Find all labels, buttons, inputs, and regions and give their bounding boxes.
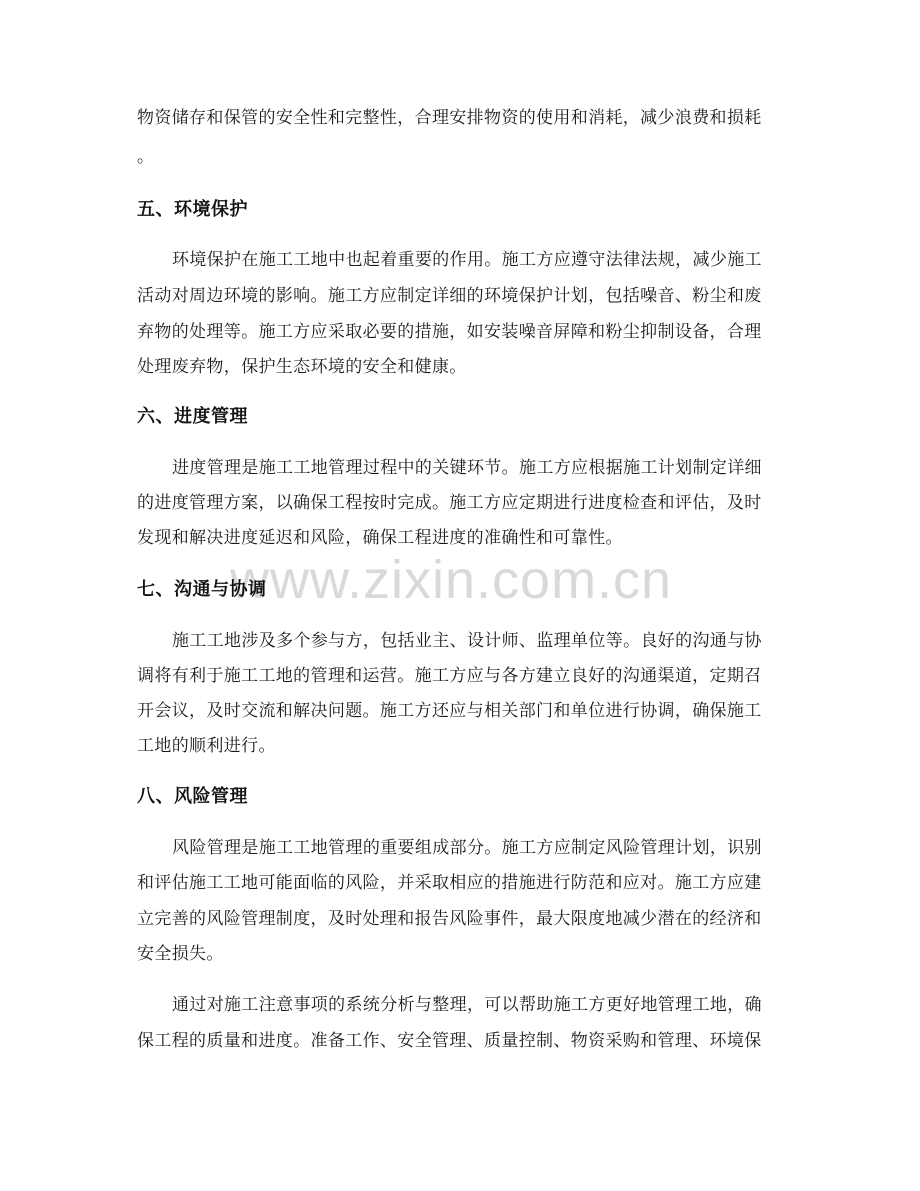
paragraph-line: 处理废弃物，保护生态环境的安全和健康。	[137, 357, 467, 377]
paragraph-line: 安全损失。	[137, 944, 224, 964]
paragraph-line: 活动对周边环境的影响。施工方应制定详细的环境保护计划，包括噪音、粉尘和废	[137, 286, 762, 306]
paragraph-line: 工地的顺利进行。	[137, 736, 276, 756]
intro-line-1: 物资储存和保管的安全性和完整性，合理安排物资的使用和消耗，减少浪费和损耗	[137, 108, 762, 128]
paragraph-line: 弃物的处理等。施工方应采取必要的措施，如安装噪音屏障和粉尘抑制设备，合理	[137, 322, 762, 342]
paragraph-line: 施工工地涉及多个参与方，包括业主、设计师、监理单位等。良好的沟通与协	[172, 631, 762, 651]
paragraph-line: 和评估施工工地可能面临的风险，并采取相应的措施进行防范和应对。施工方应建	[137, 873, 762, 893]
paragraph-line: 发现和解决进度延迟和风险，确保工程进度的准确性和可靠性。	[137, 528, 623, 548]
paragraph-line: 风险管理是施工工地管理的重要组成部分。施工方应制定风险管理计划，识别	[172, 838, 762, 858]
paragraph-line: 环境保护在施工工地中也起着重要的作用。施工方应遵守法律法规，减少施工	[172, 250, 762, 270]
paragraph-line: 保工程的质量和进度。准备工作、安全管理、质量控制、物资采购和管理、环境保	[137, 1031, 762, 1051]
paragraph-line: 进度管理是施工工地管理过程中的关键环节。施工方应根据施工计划制定详细	[172, 458, 762, 478]
section-heading-schedule: 六、进度管理	[137, 406, 248, 427]
paragraph-line: 立完善的风险管理制度，及时处理和报告风险事件，最大限度地减少潜在的经济和	[137, 909, 762, 929]
paragraph-line: 通过对施工注意事项的系统分析与整理，可以帮助施工方更好地管理工地，确	[172, 995, 762, 1015]
paragraph-line: 开会议，及时交流和解决问题。施工方还应与相关部门和单位进行协调，确保施工	[137, 701, 762, 721]
section-heading-environment: 五、环境保护	[137, 199, 248, 220]
section-heading-communication: 七、沟通与协调	[137, 579, 267, 600]
watermark: www.zixin.com.cn	[230, 550, 673, 610]
paragraph-line: 的进度管理方案，以确保工程按时完成。施工方应定期进行进度检查和评估，及时	[137, 493, 762, 513]
section-heading-risk: 八、风险管理	[137, 786, 248, 807]
paragraph-line: 调将有利于施工工地的管理和运营。施工方应与各方建立良好的沟通渠道，定期召	[137, 666, 762, 686]
intro-line-2: 。	[137, 147, 155, 167]
